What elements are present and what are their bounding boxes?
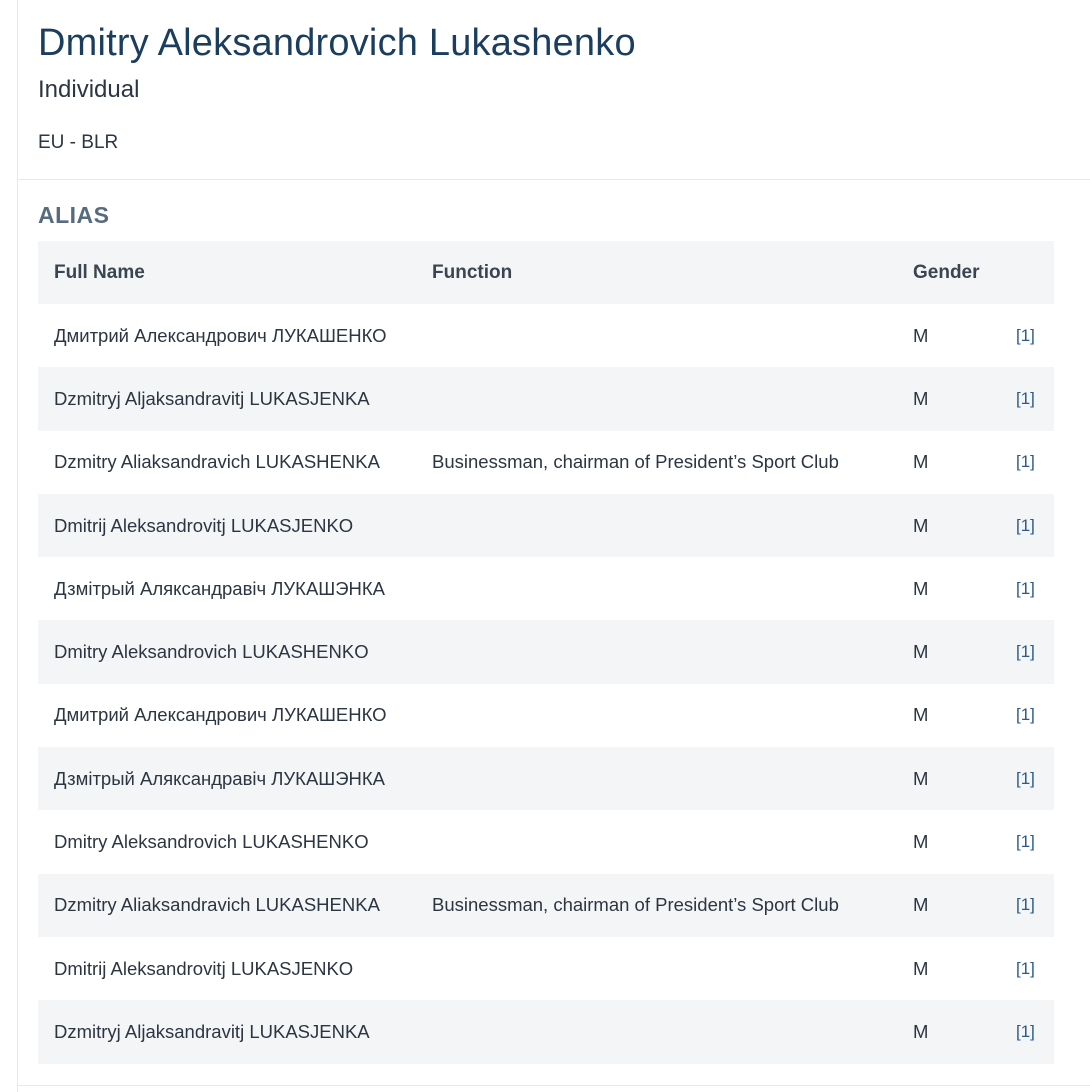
alias-gender: M (913, 767, 929, 789)
alias-section-title: ALIAS (38, 202, 110, 228)
alias-row (38, 494, 1054, 557)
alias-full-name: Dmitry Aleksandrovich LUKASHENKO (54, 831, 369, 853)
sanctions-program: EU - BLR (38, 132, 119, 153)
alias-source-reference-link[interactable]: [1] (1016, 895, 1035, 915)
header-divider (18, 179, 1090, 180)
alias-row (38, 810, 1054, 873)
alias-row (38, 684, 1054, 747)
alias-full-name: Дзмітрый Аляксандравіч ЛУКАШЭНКА (54, 767, 386, 789)
alias-gender: M (913, 641, 929, 663)
alias-row (38, 367, 1054, 430)
alias-row (38, 874, 1054, 937)
alias-gender: M (913, 704, 929, 726)
alias-gender: M (913, 957, 929, 979)
alias-source-reference-link[interactable]: [1] (1016, 705, 1035, 725)
column-header-function: Function (432, 261, 513, 283)
alias-full-name: Dzmitry Aliaksandravich LUKASHENKA (54, 451, 380, 473)
alias-gender: M (913, 387, 929, 409)
alias-full-name: Dmitrij Aleksandrovitj LUKASJENKO (54, 957, 354, 979)
alias-table-header (38, 241, 1054, 304)
alias-source-reference-link[interactable]: [1] (1016, 515, 1035, 535)
alias-source-reference-link[interactable]: [1] (1016, 832, 1035, 852)
alias-full-name: Dmitrij Aleksandrovitj LUKASJENKO (54, 514, 354, 536)
alias-gender: M (913, 1020, 929, 1042)
alias-full-name: Дзмітрый Аляксандравіч ЛУКАШЭНКА (54, 577, 386, 599)
column-header-gender: Gender (913, 261, 980, 283)
alias-table (38, 241, 1054, 1064)
alias-gender: M (913, 451, 929, 473)
section-bottom-divider (18, 1085, 1090, 1086)
alias-source-reference-link[interactable]: [1] (1016, 1021, 1035, 1041)
alias-row (38, 747, 1054, 810)
alias-source-reference-link[interactable]: [1] (1016, 958, 1035, 978)
alias-function: Businessman, chairman of President’s Sport Club (432, 894, 839, 916)
alias-gender: M (913, 514, 929, 536)
alias-function: Businessman, chairman of President’s Sport Club (432, 451, 839, 473)
entity-name: Dmitry Aleksandrovich Lukashenko (38, 22, 636, 64)
alias-row (38, 620, 1054, 683)
alias-table-body (38, 304, 1054, 1064)
alias-row (38, 937, 1054, 1000)
alias-full-name: Dzmitryj Aljaksandravitj LUKASJENKA (54, 387, 370, 409)
entity-type: Individual (38, 76, 140, 103)
entity-header (38, 0, 1088, 180)
alias-source-reference-link[interactable]: [1] (1016, 325, 1035, 345)
alias-row (38, 431, 1054, 494)
entity-detail-page (17, 0, 1090, 1092)
alias-gender: M (913, 894, 929, 916)
alias-full-name: Dzmitry Aliaksandravich LUKASHENKA (54, 894, 380, 916)
alias-row (38, 557, 1054, 620)
alias-gender: M (913, 324, 929, 346)
alias-row (38, 1000, 1054, 1063)
alias-row (38, 304, 1054, 367)
alias-source-reference-link[interactable]: [1] (1016, 388, 1035, 408)
alias-gender: M (913, 831, 929, 853)
alias-full-name: Dzmitryj Aljaksandravitj LUKASJENKA (54, 1020, 370, 1042)
alias-source-reference-link[interactable]: [1] (1016, 642, 1035, 662)
alias-full-name: Dmitry Aleksandrovich LUKASHENKO (54, 641, 369, 663)
alias-source-reference-link[interactable]: [1] (1016, 768, 1035, 788)
alias-gender: M (913, 577, 929, 599)
alias-source-reference-link[interactable]: [1] (1016, 452, 1035, 472)
alias-full-name: Дмитрий Александрович ЛУКАШЕНКО (54, 704, 387, 726)
column-header-full-name: Full Name (54, 261, 145, 283)
alias-source-reference-link[interactable]: [1] (1016, 578, 1035, 598)
alias-full-name: Дмитрий Александрович ЛУКАШЕНКО (54, 324, 387, 346)
